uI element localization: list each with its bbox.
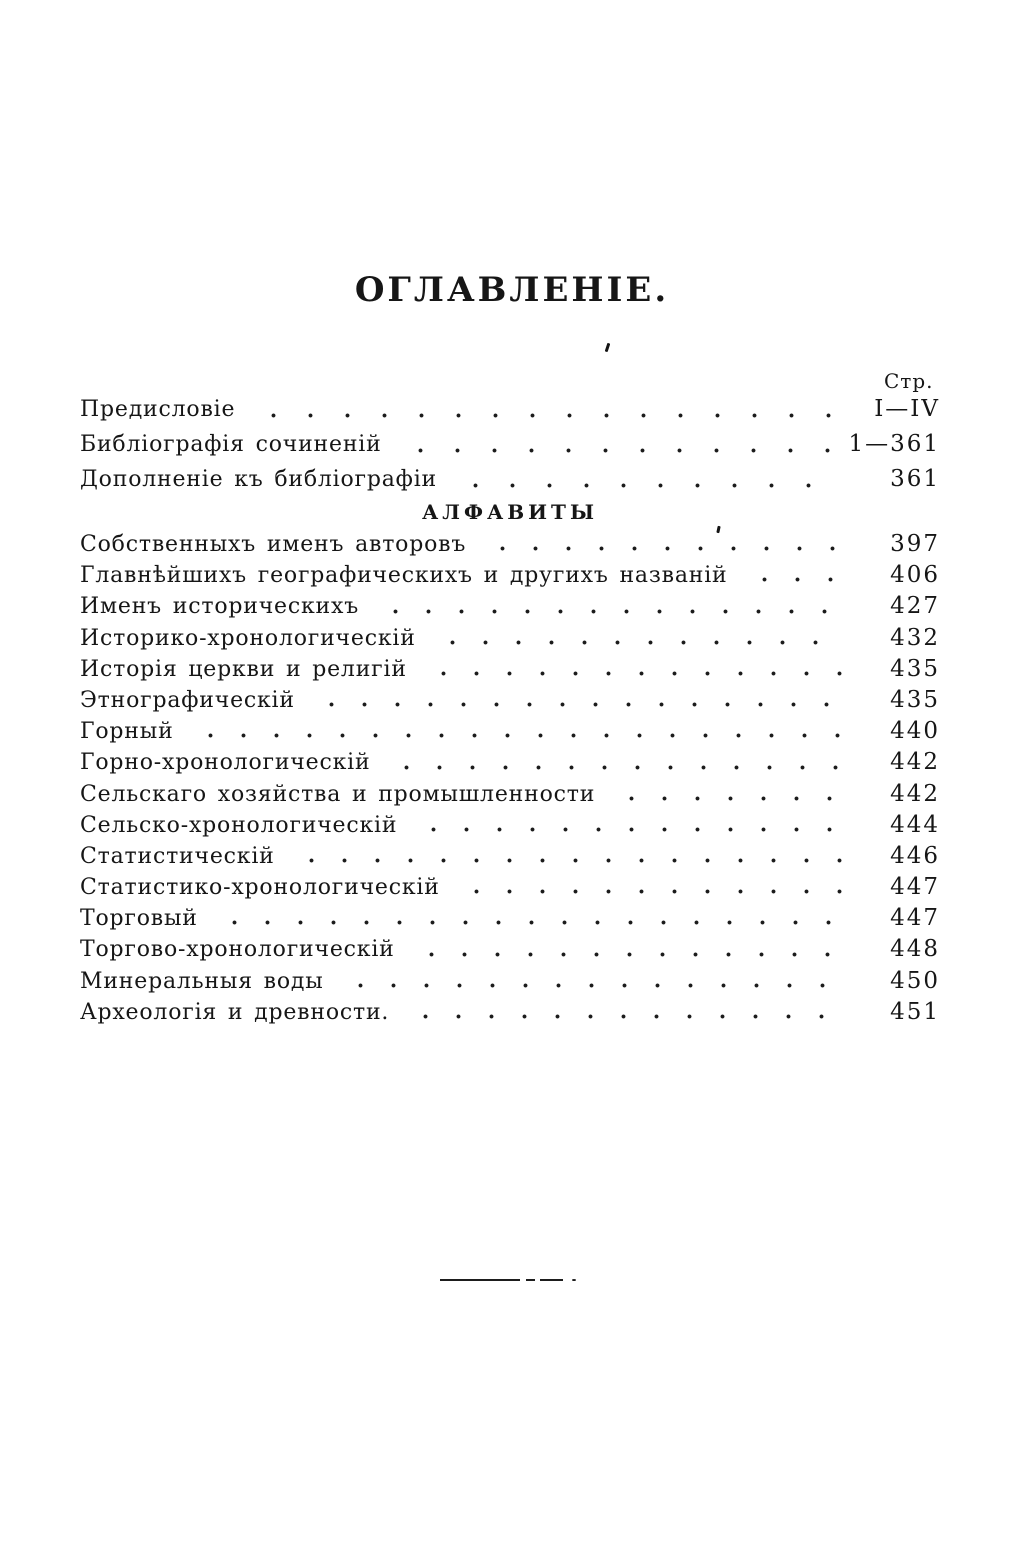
toc-entry-page: 442: [890, 780, 940, 807]
toc-entry-page: 440: [890, 718, 940, 745]
dot-leader: [214, 903, 842, 934]
toc-entry-label: Собственныхъ именъ авторовъ: [80, 532, 467, 557]
toc-entry-label: Торговый: [80, 906, 198, 932]
toc-entry-label: Статистическій: [80, 843, 275, 869]
toc-entry-page: 361: [890, 466, 940, 492]
toc-row: [80, 427, 940, 462]
dot-leader: [611, 779, 842, 810]
section-heading-alphabets: АЛФАВИТЫ: [422, 500, 598, 524]
rule-segment: [440, 1279, 520, 1281]
toc-entry-page: 406: [890, 562, 940, 589]
rule-segment: [526, 1279, 535, 1281]
toc-entry-page: 451: [890, 998, 940, 1025]
toc-alphabets-list: [80, 529, 940, 1028]
dot-leader: [311, 685, 842, 716]
toc-row: [80, 841, 940, 872]
toc-entry-label: Этнографическій: [80, 687, 295, 713]
page-column-header: Стр.: [884, 369, 934, 393]
dot-leader: [398, 427, 837, 462]
dot-leader: [386, 747, 842, 778]
toc-entry-page: 447: [890, 905, 940, 932]
toc-row: [80, 685, 940, 716]
toc-entry-label: Главнѣйшихъ географическихъ и другихъ названій: [80, 563, 728, 589]
toc-entry-page: 435: [890, 655, 940, 682]
toc-row: [80, 966, 940, 997]
toc-row: [80, 872, 940, 903]
toc-entry-label: Предисловіе: [80, 397, 236, 422]
toc-entry-page: I—IV: [874, 396, 940, 422]
dot-leader: [411, 934, 842, 965]
toc-entry-page: 450: [890, 967, 940, 994]
dot-leader: [375, 591, 842, 622]
toc-entry-page: 427: [890, 593, 940, 620]
dot-leader: [482, 529, 842, 560]
toc-entry-label: Исторія церкви и религій: [80, 656, 407, 682]
end-rule: [440, 1279, 576, 1281]
dot-leader: [744, 560, 842, 591]
toc-entry-page: 446: [890, 842, 940, 869]
toc-row: [80, 529, 940, 560]
toc-row: [80, 654, 940, 685]
toc-row: [80, 934, 940, 965]
toc-entry-label: Сельско-хронологическій: [80, 812, 398, 838]
toc-entry-label: Дополненіе къ библіографіи: [80, 467, 438, 492]
toc-entry-label: Сельскаго хозяйства и промышленности: [80, 781, 596, 807]
toc-entry-label: Именъ историческихъ: [80, 594, 360, 620]
toc-entry-label: Библіографія сочиненій: [80, 432, 382, 457]
dot-leader: [190, 716, 842, 747]
toc-row: [80, 779, 940, 810]
toc-entry-page: 1—361: [848, 431, 940, 457]
toc-row: [80, 560, 940, 591]
rule-segment: [540, 1279, 563, 1281]
toc-entry-label: Горно-хронологическій: [80, 750, 371, 776]
toc-row: [80, 997, 940, 1028]
toc-entry-page: 432: [890, 624, 940, 651]
toc-top-list: [80, 392, 940, 497]
page-title: ОГЛАВЛЕНІЕ.: [354, 270, 670, 310]
toc-row: [80, 903, 940, 934]
toc-row: [80, 623, 940, 654]
dot-leader: [456, 872, 842, 903]
toc-row: [80, 591, 940, 622]
toc-row: [80, 747, 940, 778]
toc-entry-label: Минеральныя воды: [80, 968, 324, 994]
toc-entry-label: Торгово-хронологическій: [80, 937, 395, 963]
dot-leader: [340, 966, 842, 997]
toc-entry-label: Горный: [80, 719, 174, 745]
dot-leader: [405, 997, 842, 1028]
table-of-contents: [80, 392, 940, 1028]
rule-segment: [572, 1279, 576, 1281]
toc-entry-page: 447: [890, 874, 940, 901]
toc-entry-page: 397: [890, 531, 940, 557]
dot-leader: [453, 462, 842, 497]
ink-speck: [605, 343, 611, 352]
dot-leader: [423, 654, 842, 685]
toc-row: [80, 810, 940, 841]
toc-entry-label: Статистико-хронологическій: [80, 875, 440, 901]
toc-entry-page: 435: [890, 686, 940, 713]
dot-leader: [291, 841, 842, 872]
dot-leader: [251, 392, 842, 427]
dot-leader: [432, 623, 842, 654]
toc-entry-page: 442: [890, 749, 940, 776]
toc-entry-label: Историко-хронологическій: [80, 625, 416, 651]
toc-entry-page: 444: [890, 811, 940, 838]
toc-row: [80, 462, 940, 497]
toc-entry-page: 448: [890, 936, 940, 963]
dot-leader: [413, 810, 842, 841]
toc-entry-label: Археологія и древности.: [80, 999, 390, 1025]
toc-row: [80, 716, 940, 747]
toc-row: [80, 392, 940, 427]
